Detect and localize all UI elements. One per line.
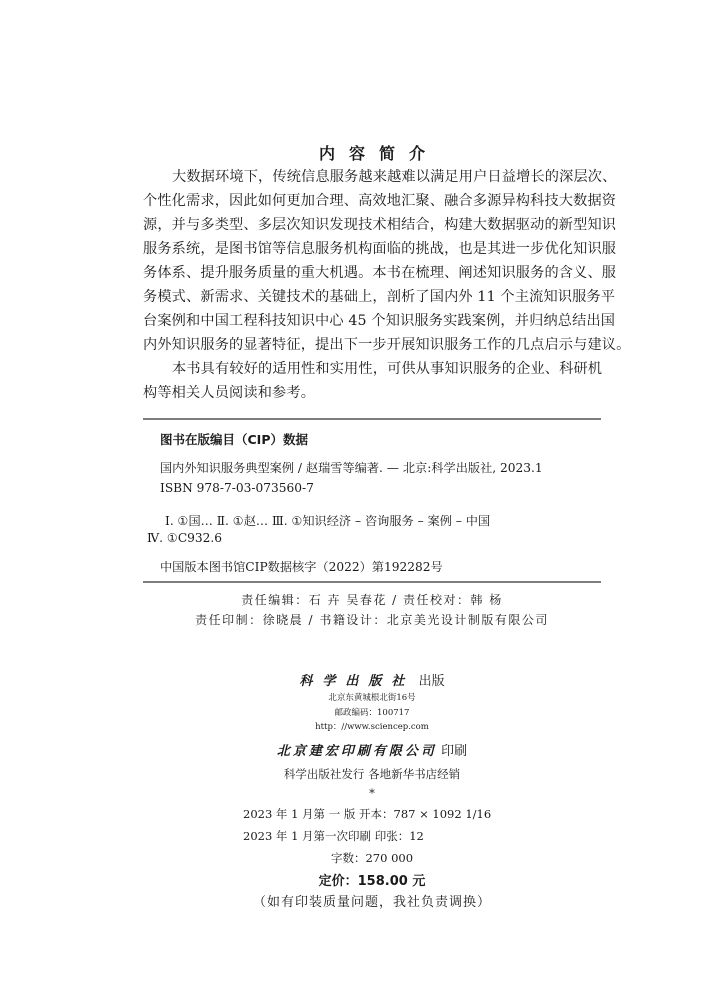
edition-line: 2023 年 1 月第 一 版 开本：787 × 1092 1/16 — [243, 807, 492, 821]
editor-credits: 责任编辑：石 卉 吴春花 / 责任校对：韩 杨 — [241, 593, 503, 607]
publisher-postcode: 邮政编码：100717 — [334, 708, 410, 718]
intro-line: 服务系统，是图书馆等信息服务机构面临的挑战，也是其进一步优化知识服 — [143, 241, 617, 257]
publisher-name: 科学出版社 — [299, 674, 415, 689]
intro-line: 台案例和中国工程科技知识中心 45 个知识服务实践案例，并归纳总结出国 — [143, 313, 616, 329]
production-credits: 责任印制：徐晓晨 / 书籍设计：北京美光设计制版有限公司 — [195, 613, 549, 627]
intro-line: 务模式、新需求、关键技术的基础上，剖析了国内外 11 个主流知识服务平 — [143, 289, 616, 305]
printing-line: 2023 年 1 月第一次印刷 印张：12 — [243, 829, 424, 843]
cip-classification-2: Ⅳ. ①C932.6 — [147, 531, 223, 545]
intro-line: 源，并与多类型、多层次知识发现技术相结合，构建大数据驱动的新型知识 — [143, 217, 617, 233]
printer-suffix: 印刷 — [436, 744, 468, 759]
printer-line — [143, 740, 601, 759]
intro-line: 个性化需求，因此如何更加合理、高效地汇聚、融合多源异构科技大数据资 — [143, 193, 617, 209]
price: 定价：158.00 元 — [318, 874, 426, 889]
intro-line: 务体系、提升服务质量的重大机遇。本书在梳理、阐述知识服务的含义、服 — [143, 265, 617, 281]
publisher-address: 北京东黄城根北街16号 — [328, 693, 416, 703]
intro-title: 内容简介 — [318, 144, 439, 163]
publisher-line — [143, 670, 601, 689]
quality-notice: （如有印装质量问题，我社负责调换） — [252, 895, 491, 910]
cip-bottom-divider — [143, 581, 601, 583]
cip-approval: 中国版本图书馆CIP数据核字（2022）第192282号 — [160, 560, 443, 574]
publisher-suffix: 出版 — [414, 674, 445, 689]
cip-bibliographic: 国内外知识服务典型案例 / 赵瑞雪等编著. — 北京:科学出版社, 2023.1 — [160, 461, 543, 475]
cip-heading: 图书在版编目（CIP）数据 — [160, 432, 308, 447]
publisher-website: http：//www.sciencep.com — [315, 722, 429, 732]
cip-top-divider — [143, 418, 601, 420]
copyright-page — [143, 0, 631, 1000]
intro-line: 内外知识服务的显著特征，提出下一步开展知识服务工作的几点启示与建议。 — [143, 337, 631, 353]
word-count: 字数：270 000 — [330, 851, 414, 865]
cip-isbn: ISBN 978-7-03-073560-7 — [160, 481, 314, 495]
intro-line: 本书具有较好的适用性和实用性，可供从事知识服务的企业、科研机 — [172, 361, 603, 377]
printer-name: 北京建宏印刷有限公司 — [276, 744, 437, 759]
intro-line: 大数据环境下，传统信息服务越来越难以满足用户日益增长的深层次、 — [172, 169, 617, 185]
separator-asterisk: * — [369, 786, 375, 800]
intro-line: 构等相关人员阅读和参考。 — [143, 385, 316, 401]
distribution-line: 科学出版社发行 各地新华书店经销 — [283, 767, 461, 781]
cip-classification-1: Ⅰ. ①国… Ⅱ. ①赵… Ⅲ. ①知识经济 – 咨询服务 – 案例 – 中国 — [165, 514, 491, 528]
